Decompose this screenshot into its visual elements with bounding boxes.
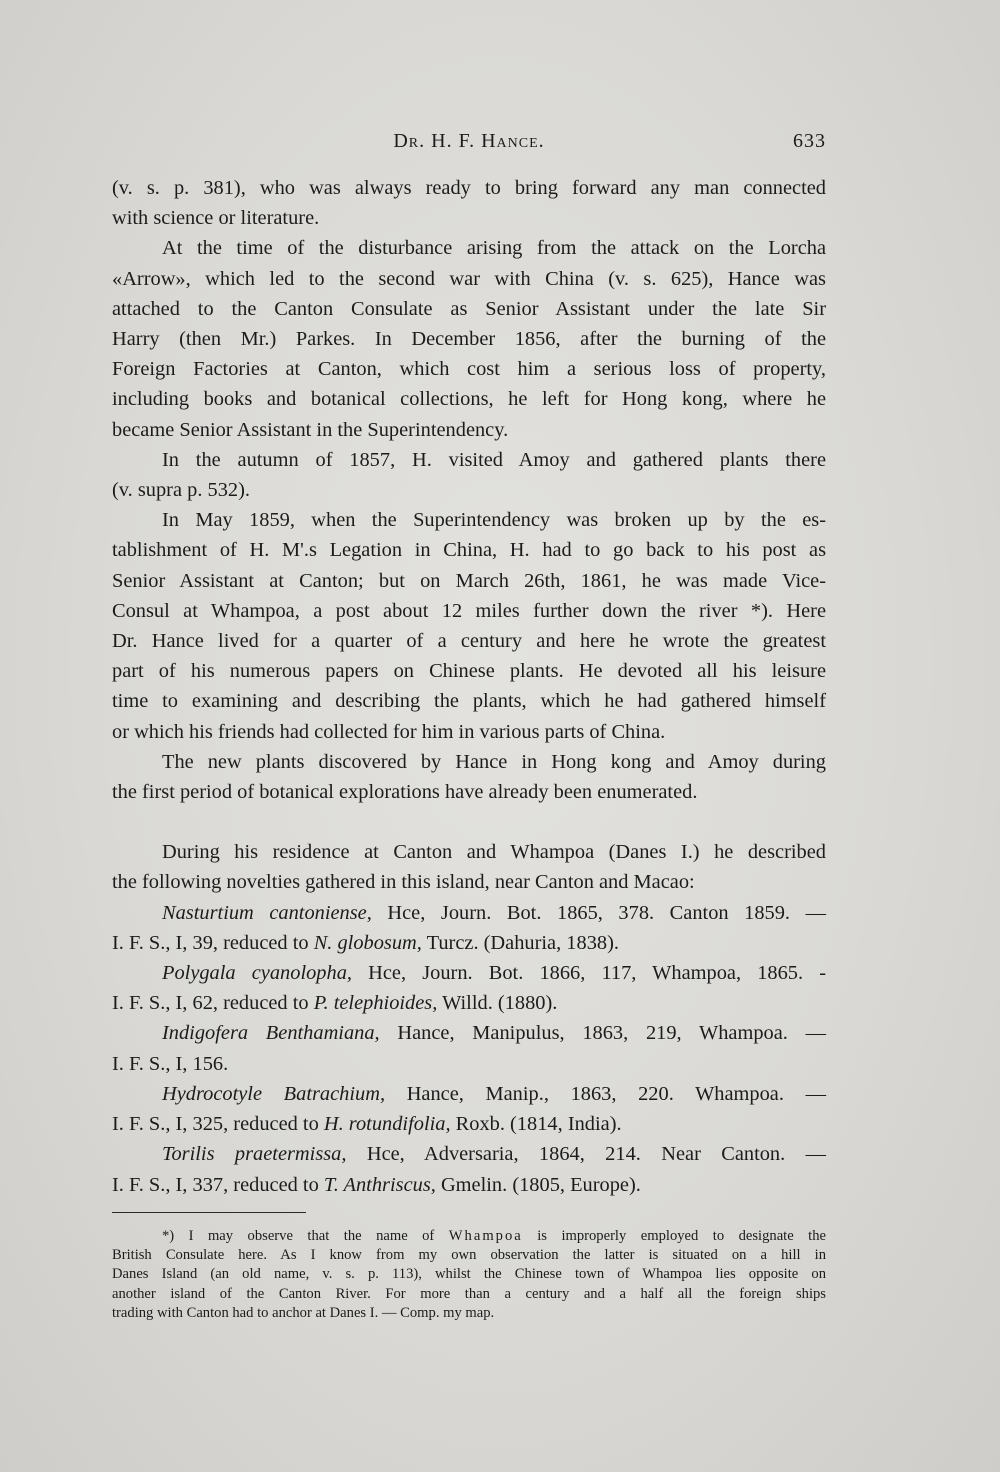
text-line (112, 1170, 826, 1200)
species-citation: Hance, Manipulus, 1863, 219, Whampoa. — (379, 1022, 827, 1045)
text-line: Harry (then Mr.) Parkes. In December 1856, after the burning of the (112, 328, 826, 351)
species-entry (112, 1139, 826, 1199)
species-citation: Hce, Journ. Bot. 1866, 117, Whampoa, 1865. - (352, 962, 827, 985)
text-line (112, 928, 826, 958)
text-line: «Arrow», which led to the second war with China (v. s. 625), Hance was (112, 267, 826, 290)
flora-reference: I. F. S., I, 39, reduced to (112, 931, 314, 954)
text-line: Senior Assistant at Canton; but on March 26th, 1861, he was made Vice- (112, 569, 826, 592)
text-line: attached to the Canton Consulate as Senior Assistant under the late Sir (112, 297, 826, 320)
species-name: Hydrocotyle Batrachium, (162, 1082, 386, 1105)
footnote-line: Danes Island (an old name, v. s. p. 113), whilst the Chinese town of Whampoa lies opposite on (112, 1266, 826, 1283)
text-line: part of his numerous papers on Chinese plants. He devoted all his leisure (112, 660, 826, 683)
running-title (112, 130, 826, 153)
running-head (112, 128, 826, 158)
text-line: with science or literature. (112, 207, 320, 230)
running-title-text: Dr. H. F. Hance. (393, 130, 545, 152)
text-line: the first period of botanical explorations have already been enumerated. (112, 781, 698, 804)
reduced-to-authority: Gmelin. (1805, Europe). (435, 1173, 641, 1196)
footnote-text: is improperly employed to designate the (522, 1228, 827, 1244)
text-line (112, 1109, 826, 1139)
text-line: During his residence at Canton and Whampoa (Danes I.) he described (162, 841, 826, 864)
text-line: (v. s. p. 381), who was always ready to bring forward any man connected (112, 177, 826, 199)
text-line (112, 988, 826, 1018)
footnote-text: *) I may observe that the name of (162, 1228, 449, 1244)
flora-reference: I. F. S., I, 62, reduced to (112, 992, 314, 1015)
paragraph-6 (112, 837, 826, 897)
species-entry (112, 898, 826, 958)
text-line (112, 898, 826, 928)
flora-reference: I. F. S., I, 325, reduced to (112, 1113, 324, 1136)
text-line (112, 1049, 826, 1079)
paragraph-5 (112, 747, 826, 807)
species-entry (112, 1079, 826, 1139)
footnote-rule (112, 1212, 306, 1213)
reduced-to-name: H. rotundifolia, (323, 1113, 451, 1136)
species-citation: Hance, Manip., 1863, 220. Whampoa. — (385, 1082, 826, 1105)
text-line: Foreign Factories at Canton, which cost him a serious loss of property, (112, 358, 826, 381)
body-text (112, 173, 826, 1200)
text-line (112, 958, 826, 988)
species-name: Torilis praetermissa, (162, 1143, 347, 1166)
paragraph-4 (112, 505, 826, 747)
species-name: Polygala cyanolopha, (162, 962, 352, 985)
page-number: 633 (793, 130, 826, 152)
reduced-to-authority: Roxb. (1814, India). (450, 1113, 622, 1136)
text-line (112, 1018, 826, 1048)
text-line (112, 1079, 826, 1109)
text-line: The new plants discovered by Hance in Hong kong and Amoy during (162, 750, 826, 773)
text-line: tablishment of H. M'.s Legation in China, H. had to go back to his post as (112, 539, 826, 562)
footnote-line: another island of the Canton River. For more than a century and a half all the foreign ships (112, 1285, 826, 1302)
text-line: the following novelties gathered in this island, near Canton and Macao: (112, 871, 695, 894)
text-line: including books and botanical collections, he left for Hong kong, where he (112, 388, 826, 411)
flora-reference: I. F. S., I, 337, reduced to (112, 1173, 324, 1196)
footnote-line (112, 1227, 826, 1246)
reduced-to-name: N. globosum, (313, 931, 422, 954)
text-line: In the autumn of 1857, H. visited Amoy and gathered plants there (162, 448, 826, 471)
footnote (112, 1227, 826, 1323)
footnote-line: trading with Canton had to anchor at Danes I. — Comp. my map. (112, 1304, 495, 1321)
species-citation: Hce, Journ. Bot. 1865, 378. Canton 1859. — (371, 901, 826, 924)
text-line: Dr. Hance lived for a quarter of a century and here he wrote the greatest (112, 630, 826, 653)
footnote-emphasis: Whampoa (448, 1228, 523, 1244)
reduced-to-name: T. Anthriscus, (323, 1173, 436, 1196)
reduced-to-name: P. telephioides, (313, 992, 438, 1015)
text-line: became Senior Assistant in the Superintendency. (112, 418, 509, 441)
species-entry (112, 1018, 826, 1078)
text-line: or which his friends had collected for him in various parts of China. (112, 720, 666, 743)
text-line (112, 1139, 826, 1169)
paragraph-1 (112, 173, 826, 233)
paragraph-3 (112, 445, 826, 505)
text-line: Consul at Whampoa, a post about 12 miles further down the river *). Here (112, 599, 826, 622)
species-entry (112, 958, 826, 1018)
reduced-to-authority: Turcz. (Dahuria, 1838). (421, 931, 619, 954)
paragraph-2 (112, 233, 826, 444)
footnote-line: British Consulate here. As I know from my own observation the latter is situated on a hill in (112, 1247, 826, 1264)
reduced-to-authority: Willd. (1880). (437, 992, 558, 1015)
text-line: At the time of the disturbance arising from the attack on the Lorcha (162, 237, 826, 260)
species-name: Nasturtium cantoniense, (162, 901, 372, 924)
text-line: (v. supra p. 532). (112, 479, 250, 502)
flora-reference: I. F. S., I, 156. (112, 1052, 229, 1075)
species-citation: Hce, Adversaria, 1864, 214. Near Canton. — (346, 1143, 826, 1166)
text-line: time to examining and describing the plants, which he had gathered himself (112, 690, 826, 713)
species-name: Indigofera Benthamiana, (162, 1022, 380, 1045)
text-line: In May 1859, when the Superintendency was broken up by the es- (162, 509, 826, 532)
